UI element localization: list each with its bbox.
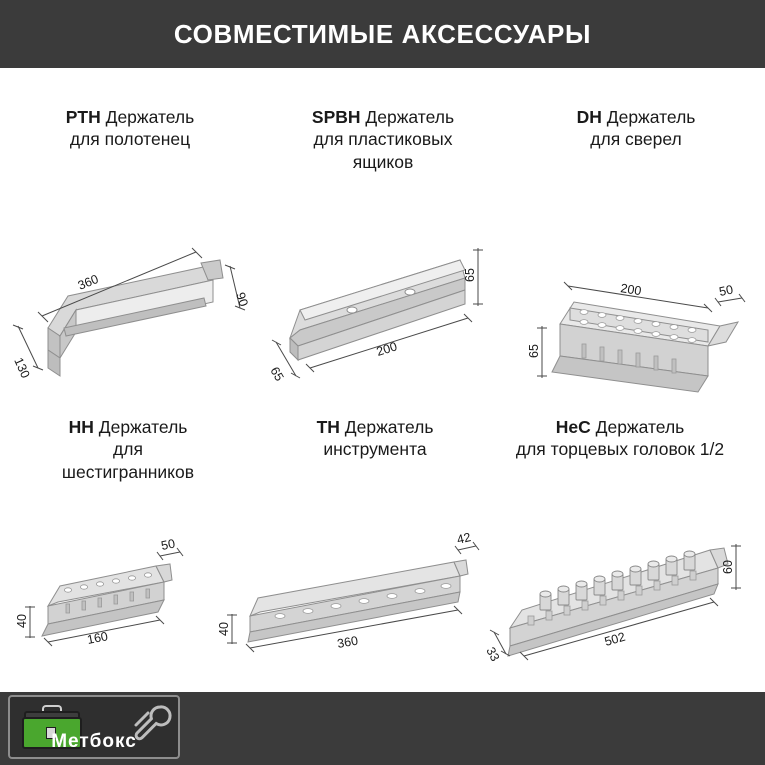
product-drawing-spbh <box>260 218 510 388</box>
dim-hec-b: 33 <box>483 644 503 664</box>
dim-pth-b: 90 <box>233 290 251 309</box>
product-drawing-hec <box>480 498 760 664</box>
product-name2-pth: для полотенец <box>69 129 191 150</box>
product-code-dh: DH <box>576 107 602 127</box>
dim-dh-a: 200 <box>619 281 643 299</box>
product-card-pth <box>10 106 250 151</box>
page-header <box>0 0 765 68</box>
dim-hh-c: 160 <box>85 629 110 647</box>
product-name-pth: Держатель <box>105 107 195 127</box>
product-code-spbh: SPBH <box>311 107 361 127</box>
dim-spbh-b: 200 <box>374 339 399 359</box>
product-code-hh: HH <box>68 417 94 437</box>
product-name2-dh: для сверел <box>590 129 682 150</box>
product-card-th <box>250 416 500 461</box>
dim-th-a: 42 <box>455 530 473 547</box>
product-name2-hec: для торцевых головок 1/2 <box>515 439 725 460</box>
dim-pth-c: 130 <box>11 355 33 381</box>
page-title: СОВМЕСТИМЫЕ АКСЕССУАРЫ <box>173 18 592 49</box>
product-code-th: TH <box>316 417 340 437</box>
product-name2-hh: для <box>113 439 143 460</box>
dim-th-b: 40 <box>217 622 231 636</box>
product-name-hh: Держатель <box>98 417 188 437</box>
page-footer <box>0 692 765 765</box>
dim-hec-a: 60 <box>721 560 735 574</box>
dim-dh-b: 50 <box>717 282 735 299</box>
product-name3-hh: шестигранников <box>61 461 195 482</box>
product-code-pth: PTH <box>65 107 101 127</box>
product-name-spbh: Держатель <box>365 107 455 127</box>
product-name3-spbh: ящиков <box>352 151 414 172</box>
product-card-dh <box>516 106 756 151</box>
dim-spbh-c: 65 <box>267 364 287 384</box>
dim-hh-b: 40 <box>15 614 29 628</box>
product-card-hh <box>8 416 248 483</box>
dim-pth-a: 360 <box>75 271 101 293</box>
product-drawing-th <box>210 506 480 656</box>
product-drawing-hh <box>8 508 238 648</box>
product-card-hec <box>484 416 756 461</box>
dim-th-c: 360 <box>336 633 360 651</box>
dim-hh-a: 50 <box>159 536 177 553</box>
product-name-hec: Держатель <box>595 417 685 437</box>
product-name-th: Держатель <box>344 417 434 437</box>
dim-dh-c: 65 <box>527 344 541 358</box>
dim-spbh-a: 65 <box>463 268 477 282</box>
dim-hec-c: 502 <box>602 629 627 649</box>
product-name-dh: Держатель <box>606 107 696 127</box>
brand-logo <box>8 695 180 759</box>
product-name2-spbh: для пластиковых <box>313 129 453 150</box>
product-grid <box>0 68 765 692</box>
product-drawing-pth <box>8 208 258 381</box>
product-name2-th: инструмента <box>323 439 427 460</box>
product-card-spbh <box>258 106 508 173</box>
product-code-hec: HeC <box>555 417 591 437</box>
product-drawing-dh <box>512 216 762 376</box>
brand-name: Метбокс <box>51 731 137 752</box>
